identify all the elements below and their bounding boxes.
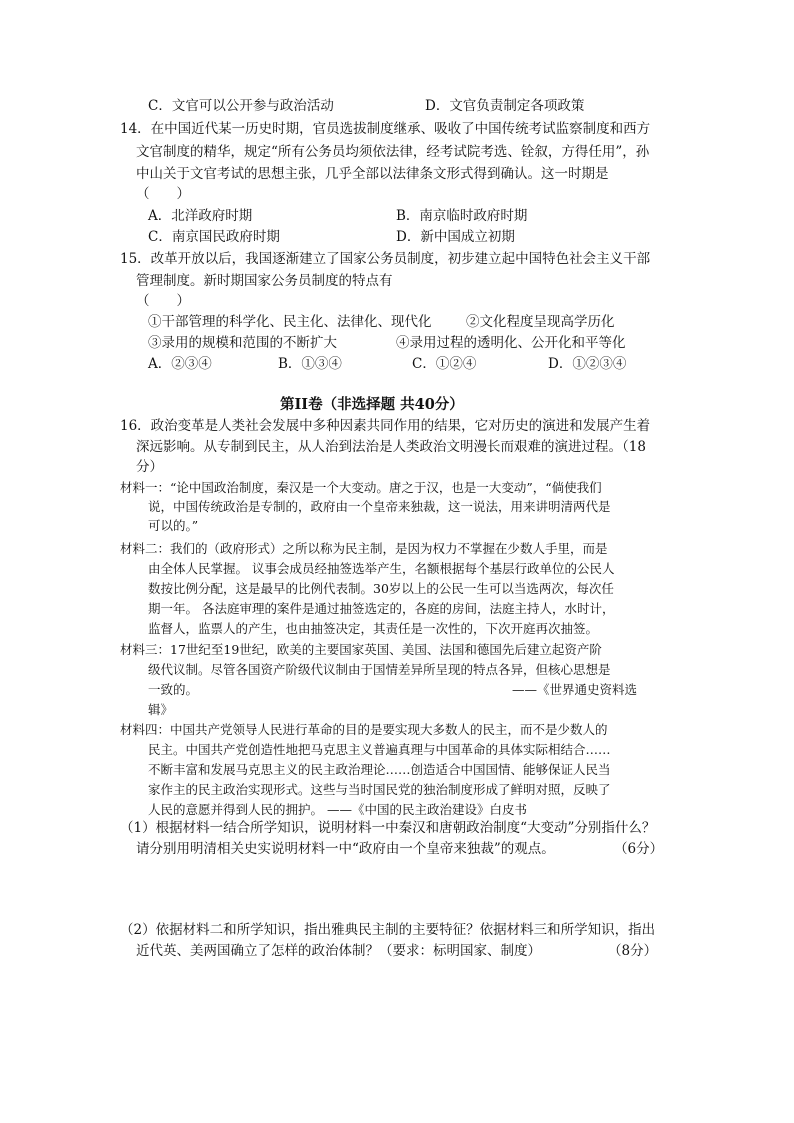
material-2-line5: 监督人，监票人的产生，也由抽签决定，其责任是一次性的，下次开庭再次抽签。 (148, 621, 599, 636)
material-4-line1: 材料四：中国共产党领导人民进行革命的目的是要实现大多数人的民主，而不是少数人的 (120, 722, 608, 737)
q13-option-d: D．文官负责制定各项政策 (425, 98, 585, 114)
material-3-line2: 级代议制。尽管各国资产阶级代议制由于国情差异所呈现的特点各异，但核心思想是 (148, 662, 611, 677)
material-2-line3: 数按比例分配，这是最早的比例代表制。30岁以上的公民一生可以当选两次，每次任 (148, 581, 614, 596)
material-1-line1: 材料一：“论中国政治制度，秦汉是一个大变动。唐之于汉，也是一大变动”，“倘使我们 (120, 480, 602, 495)
q16-sub1-score: （6分） (614, 841, 664, 857)
material-1-line3: 可以的。” (148, 518, 199, 533)
material-2-line1: 材料二：我们的（政府形式）之所以称为民主制，是因为权力不掌握在少数人手里，而是 (120, 541, 608, 556)
q14-option-d: D．新中国成立初期 (396, 229, 515, 245)
q15-item-2: ②文化程度呈现高学历化 (466, 314, 615, 330)
q16-sub1-line2: 请分别用明清相关史实说明材料一中“政府由一个皇帝来独裁”的观点。 (136, 841, 555, 857)
material-3-source-end: 辑》 (148, 702, 174, 717)
q14-line2: 文官制度的精华，规定“所有公务员均须依法律，经考试院考选、铨叙，方得任用”，孙 (136, 144, 650, 160)
q16-sub2-line2: 近代英、美两国确立了怎样的政治体制？（要求：标明国家、制度） (136, 943, 541, 959)
material-1-line2: 说，中国传统政治是专制的，政府由一个皇帝来独裁，这一说法，用来讲明清两代是 (148, 499, 611, 514)
q15-option-d: D．①②③④ (548, 356, 627, 372)
q14-option-c: C．南京国民政府时期 (148, 229, 280, 245)
q16-sub2-line1: （2）依据材料二和所学知识，指出雅典民主制的主要特征？依据材料三和所学知识，指出 (120, 922, 656, 938)
material-3-line3: 一致的。 (148, 682, 199, 697)
q14-option-a: A．北洋政府时期 (148, 208, 253, 224)
material-4-line2: 民主。中国共产党创造性地把马克思主义普遍真理与中国革命的具体实际相结合…… (148, 742, 611, 757)
material-4-line3: 不断丰富和发展马克思主义的民主政治理论……创造适合中国国情、能够保证人民当 (148, 762, 611, 777)
q16-line3: 分） (136, 459, 163, 475)
q14-line1: 14．在中国近代某一历史时期，官员选拔制度继承、吸收了中国传统考试监察制度和西方 (120, 121, 651, 137)
q16-sub2-score: （8分） (608, 943, 658, 959)
q15-answer-bracket: （ ） (136, 293, 190, 309)
q15-line2: 管理制度。新时期国家公务员制度的特点有 (136, 273, 393, 289)
material-2-line2: 由全体人民掌握。 议事会成员经抽签选举产生，名额根据每个基层行政单位的公民人 (148, 561, 615, 576)
q15-item-3: ③录用的规模和范围的不断扩大 (148, 335, 337, 351)
q16-line1: 16．政治变革是人类社会发展中多种因素共同作用的结果，它对历史的演进和发展产生着 (120, 418, 651, 434)
material-3-line1: 材料三：17世纪至19世纪，欧美的主要国家英国、美国、法国和德国先后建立起资产阶 (120, 642, 602, 657)
q15-option-a: A．②③④ (148, 356, 212, 372)
q16-line2: 深远影响。从专制到民主，从人治到法治是人类政治文明漫长而艰难的演进过程。（18 (136, 439, 646, 455)
section-2-title: 第II卷（非选择题 共40分） (280, 396, 464, 413)
q14-line3: 中山关于文官考试的思想主张，几乎全部以法律条文形式得到确认。这一时期是 (136, 166, 609, 182)
q16-sub1-line1: （1）根据材料一结合所学知识，说明材料一中秦汉和唐朝政治制度“大变动”分别指什么？ (120, 820, 656, 836)
q15-item-4: ④录用过程的透明化、公开化和平等化 (396, 335, 626, 351)
q13-option-c: C．文官可以公开参与政治活动 (148, 98, 334, 114)
material-3-source: ——《世界通史资料选 (512, 682, 638, 697)
material-4-line5: 人民的意愿并得到人民的拥护。 ——《中国的民主政治建设》白皮书 (148, 802, 527, 817)
q15-option-b: B．①③④ (278, 356, 342, 372)
q15-option-c: C．①②④ (412, 356, 477, 372)
q14-answer-bracket: （ ） (136, 186, 190, 202)
q15-line1: 15．改革开放以后，我国逐渐建立了国家公务员制度，初步建立起中国特色社会主义干部 (120, 251, 651, 267)
material-2-line4: 期一年。 各法庭审理的案件是通过抽签选定的，各庭的房间，法庭主持人，水时计， (148, 601, 615, 616)
q14-option-b: B．南京临时政府时期 (396, 208, 528, 224)
q15-item-1: ①干部管理的科学化、民主化、法律化、现代化 (148, 314, 432, 330)
material-4-line4: 家作主的民主政治实现形式。这些与当时国民党的独治制度形成了鲜明对照，反映了 (148, 782, 611, 797)
